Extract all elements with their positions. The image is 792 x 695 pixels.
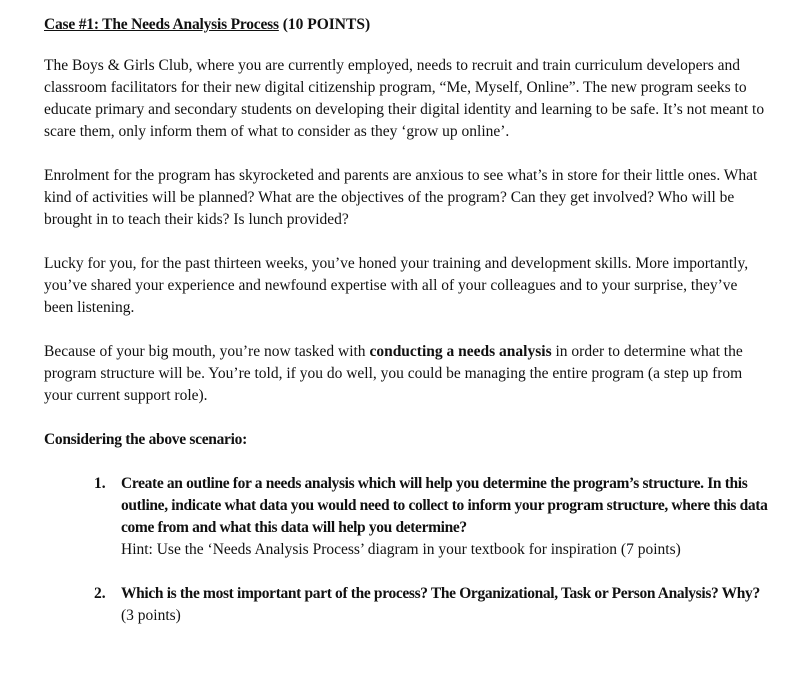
question-text-2: Which is the most important part of the process? The Organizational, Task or Person Analysis? Why? bbox=[121, 585, 760, 602]
document-page bbox=[44, 14, 769, 649]
question-number-1: 1. bbox=[94, 475, 106, 492]
question-hint-1: Hint: Use the ‘Needs Analysis Process’ diagram in your textbook for inspiration (7 points) bbox=[121, 541, 681, 558]
question-text-1: Create an outline for a needs analysis which will help you determine the program’s structure. In this outline, indicate what data you would need to collect to inform your program structure, where this data come from and what this data will help you determine? bbox=[121, 475, 768, 536]
paragraph-task bbox=[44, 341, 769, 407]
paragraph-skills: Lucky for you, for the past thirteen weeks, you’ve honed your training and development skills. More importantly, you’ve shared your experience and newfound expertise with all of your colleagues and to your surprise, they’ve been listening. bbox=[44, 255, 749, 316]
case-points: (10 POINTS) bbox=[278, 16, 371, 33]
paragraph-enrolment: Enrolment for the program has skyrocketed and parents are anxious to see what’s in store for their little ones. What kind of activities will be planned? What are the objectives of the program? Can they get involved? Who will be brought in to teach their kids? Is lunch provided? bbox=[44, 167, 758, 228]
case-heading bbox=[44, 14, 769, 36]
question-item-1 bbox=[44, 473, 769, 561]
question-list bbox=[44, 473, 769, 627]
task-text-emphasis: conducting a needs analysis bbox=[369, 343, 552, 360]
question-number-2: 2. bbox=[94, 585, 106, 602]
question-points-2: (3 points) bbox=[121, 607, 181, 624]
case-title: Case #1: The Needs Analysis Process bbox=[44, 16, 279, 33]
scenario-heading: Considering the above scenario: bbox=[44, 431, 247, 448]
task-text-start: Because of your big mouth, you’re now tasked with bbox=[44, 343, 370, 360]
paragraph-intro: The Boys & Girls Club, where you are currently employed, needs to recruit and train curriculum developers and classroom facilitators for their new digital citizenship program, “Me, Myself, Online”. The new program seeks to educate primary and secondary students on developing their digital identity and learning to be safe. It’s not meant to scare them, only inform them of what to consider as they ‘grow up online’. bbox=[44, 57, 765, 140]
question-item-2 bbox=[44, 583, 769, 627]
task-text-end: in order to determine what the program structure will be. You’re told, if you do well, you could be managing the entire program (a step up from your current support role). bbox=[44, 343, 743, 404]
